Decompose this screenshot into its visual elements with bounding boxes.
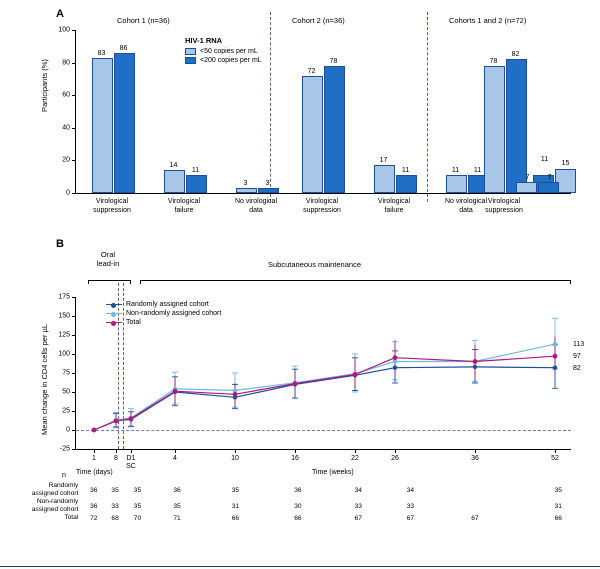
cell: 36 (173, 486, 181, 494)
errorbars-total (116, 337, 555, 427)
markers-nonrandom (92, 342, 557, 432)
value-label: 3 (265, 180, 270, 187)
x-category: Virological failure (167, 198, 201, 214)
y-tick-label: 60 (62, 91, 70, 99)
cell: 30 (294, 502, 302, 510)
bracket-oral-cap-left (88, 280, 89, 284)
value-label: 17 (379, 157, 388, 164)
legend-dot-nonrandom (111, 312, 116, 317)
markers-random (92, 365, 557, 433)
end-label-random: 82 (573, 365, 581, 372)
cell: 66 (294, 514, 302, 522)
panel-a-letter: A (56, 8, 64, 20)
cell: 31 (231, 502, 240, 510)
end-label-nonrandom: 113 (573, 341, 585, 348)
legend-label-light: <50 copies per mL (200, 48, 258, 55)
cell (433, 498, 516, 514)
cell: 66 (231, 514, 240, 522)
y-tick-label: 150 (58, 312, 70, 320)
legend-dot-total (111, 321, 116, 326)
legend-swatch-dark (185, 57, 196, 64)
row-label-nonrandom: Non-randomly assigned cohort (31, 498, 79, 513)
phase-label-oral: Oral lead-in (96, 250, 120, 268)
legend-line-total (106, 322, 122, 323)
value-label: 3 (243, 180, 248, 187)
x-tick-label: 8 (114, 455, 118, 462)
legend-dot-random (111, 303, 116, 308)
legend-item-total (106, 319, 221, 326)
cell: 70 (133, 514, 142, 522)
panel-b (0, 238, 600, 569)
value-label: 82 (511, 51, 520, 58)
panel-a-legend (185, 36, 262, 66)
end-label-total: 97 (573, 353, 581, 360)
y-tick-label: -25 (59, 445, 70, 453)
x-tick (475, 449, 476, 453)
value-label: 11 (473, 167, 482, 174)
x-tick (116, 449, 117, 453)
x-category: Virological failure (377, 198, 411, 214)
y-tick-label: 175 (58, 293, 70, 301)
value-label: 14 (169, 162, 178, 169)
table-row (0, 498, 600, 514)
value-label: 83 (97, 50, 106, 57)
x-tick-label: 10 (231, 455, 239, 462)
n-table-header: n (62, 472, 66, 479)
cell: 67 (471, 514, 479, 522)
legend-item-nonrandom (106, 310, 221, 317)
x-category: No virological data (444, 198, 488, 214)
x-tick (355, 449, 356, 453)
cohort-1-title: Cohort 1 (n=36) (117, 16, 170, 25)
cell: 34 (354, 486, 362, 494)
x-tick (175, 449, 176, 453)
cell: 35 (173, 502, 181, 510)
y-tick (72, 449, 76, 450)
x-category: Virological suppression (93, 198, 131, 214)
cell: 67 (354, 514, 362, 522)
value-label: 78 (489, 58, 498, 65)
panel-b-plot-area (58, 293, 571, 470)
phase-label-subq: Subcutaneous maintenance (268, 260, 361, 269)
value-label: 15 (561, 160, 570, 167)
x-category: Virological suppression (485, 198, 523, 214)
cell: 33 (111, 502, 119, 510)
bracket-oral-line (88, 280, 130, 281)
cell: 35 (231, 486, 240, 494)
x-tick-label: 4 (173, 455, 177, 462)
cell: 67 (406, 514, 415, 522)
table-row (0, 482, 600, 498)
cell: 71 (173, 514, 181, 522)
panel-b-letter: B (56, 238, 64, 250)
cell: 35 (554, 486, 562, 494)
x-tick-label: 52 (551, 455, 559, 462)
value-label: 11 (401, 167, 410, 174)
bracket-subq-line (140, 280, 570, 281)
cell: 72 (90, 514, 98, 522)
cell: 33 (406, 502, 415, 510)
value-label: 11 (191, 167, 200, 174)
cell: 34 (406, 486, 415, 494)
legend-label-dark: <200 copies per mL (200, 57, 262, 64)
row-label-random: Randomly assigned cohort (31, 482, 79, 497)
value-label: 86 (119, 45, 128, 52)
x-tick-label: 22 (351, 455, 359, 462)
legend-label-random: Randomly assigned cohort (126, 301, 209, 308)
bracket-subq-cap-right (570, 280, 571, 284)
panel-a-last-bars2 (75, 30, 570, 193)
cell (433, 482, 516, 498)
cell: 33 (354, 502, 362, 510)
y-tick-label: 25 (62, 407, 70, 415)
legend-line-random (106, 304, 122, 305)
y-tick-label: 50 (62, 388, 70, 396)
cell: 31 (554, 502, 562, 510)
y-tick-label: 75 (62, 369, 70, 377)
row-label-total: Total (64, 514, 79, 521)
value-label-c12-fail-dark: 11 (540, 156, 549, 163)
legend-label-total: Total (126, 319, 141, 326)
value-label: 11 (451, 167, 460, 174)
cell: 36 (90, 486, 98, 494)
y-tick-label: 40 (62, 124, 70, 132)
legend-swatch-light (185, 48, 196, 55)
y-tick-label: 0 (66, 189, 70, 197)
bottom-rule (0, 566, 600, 567)
x-tick-label-d1sc: D1 SC (126, 455, 136, 470)
x-tick-label: 16 (291, 455, 299, 462)
cohort-2-title: Cohort 2 (n=36) (292, 16, 345, 25)
value-label-c12-nodata-light: 7 (525, 174, 530, 181)
y-tick-label: 100 (58, 350, 70, 358)
cell: 35 (133, 486, 142, 494)
x-category: Virological suppression (303, 198, 341, 214)
cell: 35 (111, 486, 119, 494)
y-tick-label: 0 (66, 426, 70, 434)
cell: 68 (111, 514, 119, 522)
y-tick-label: 20 (62, 156, 70, 164)
value-label: 72 (307, 68, 316, 75)
x-axis-label-days: Time (days) (76, 469, 113, 476)
cell: 35 (133, 502, 142, 510)
x-category: No virological data (234, 198, 278, 214)
errorbars-nonrandom (113, 318, 558, 427)
y-tick (72, 193, 76, 194)
x-tick (131, 449, 132, 453)
legend-line-nonrandom (106, 313, 122, 314)
x-tick-label: 26 (391, 455, 399, 462)
x-tick-label: 36 (471, 455, 479, 462)
x-tick-label: 1 (92, 455, 96, 462)
legend-title: HIV-1 RNA (185, 36, 223, 45)
markers-total (92, 354, 558, 433)
table-row (0, 514, 600, 522)
legend-item-2 (185, 57, 262, 64)
x-tick (235, 449, 236, 453)
x-axis-label-weeks: Time (weeks) (312, 469, 354, 476)
x-tick (94, 449, 95, 453)
x-tick (295, 449, 296, 453)
y-tick-label: 125 (58, 331, 70, 339)
value-label: 78 (329, 58, 338, 65)
cell: 36 (90, 502, 98, 510)
panel-a-y-axis-label: Participants (%) (40, 59, 49, 112)
panel-b-legend (106, 301, 221, 326)
x-tick (555, 449, 556, 453)
y-tick-label: 80 (62, 59, 70, 67)
line-nonrandom (94, 344, 555, 430)
panel-a (0, 0, 600, 250)
value-label-c12-nodata-dark: 7 (547, 174, 552, 181)
legend-item-1 (185, 48, 262, 55)
cohorts-1-2-title: Cohorts 1 and 2 (n=72) (449, 16, 527, 25)
legend-label-nonrandom: Non-randomly assigned cohort (126, 310, 222, 317)
panel-b-y-axis-label: Mean change in CD4 cells per µL (40, 323, 49, 435)
y-tick-label: 100 (58, 26, 70, 34)
legend-item-random (106, 301, 221, 308)
cell: 66 (554, 514, 562, 522)
cell: 36 (294, 486, 302, 494)
errorbars-random (113, 345, 558, 427)
bracket-subq-cap-left (140, 280, 141, 284)
bar-c12-nodata-dark (538, 182, 559, 193)
bracket-oral-cap-right (130, 280, 131, 284)
x-tick (395, 449, 396, 453)
